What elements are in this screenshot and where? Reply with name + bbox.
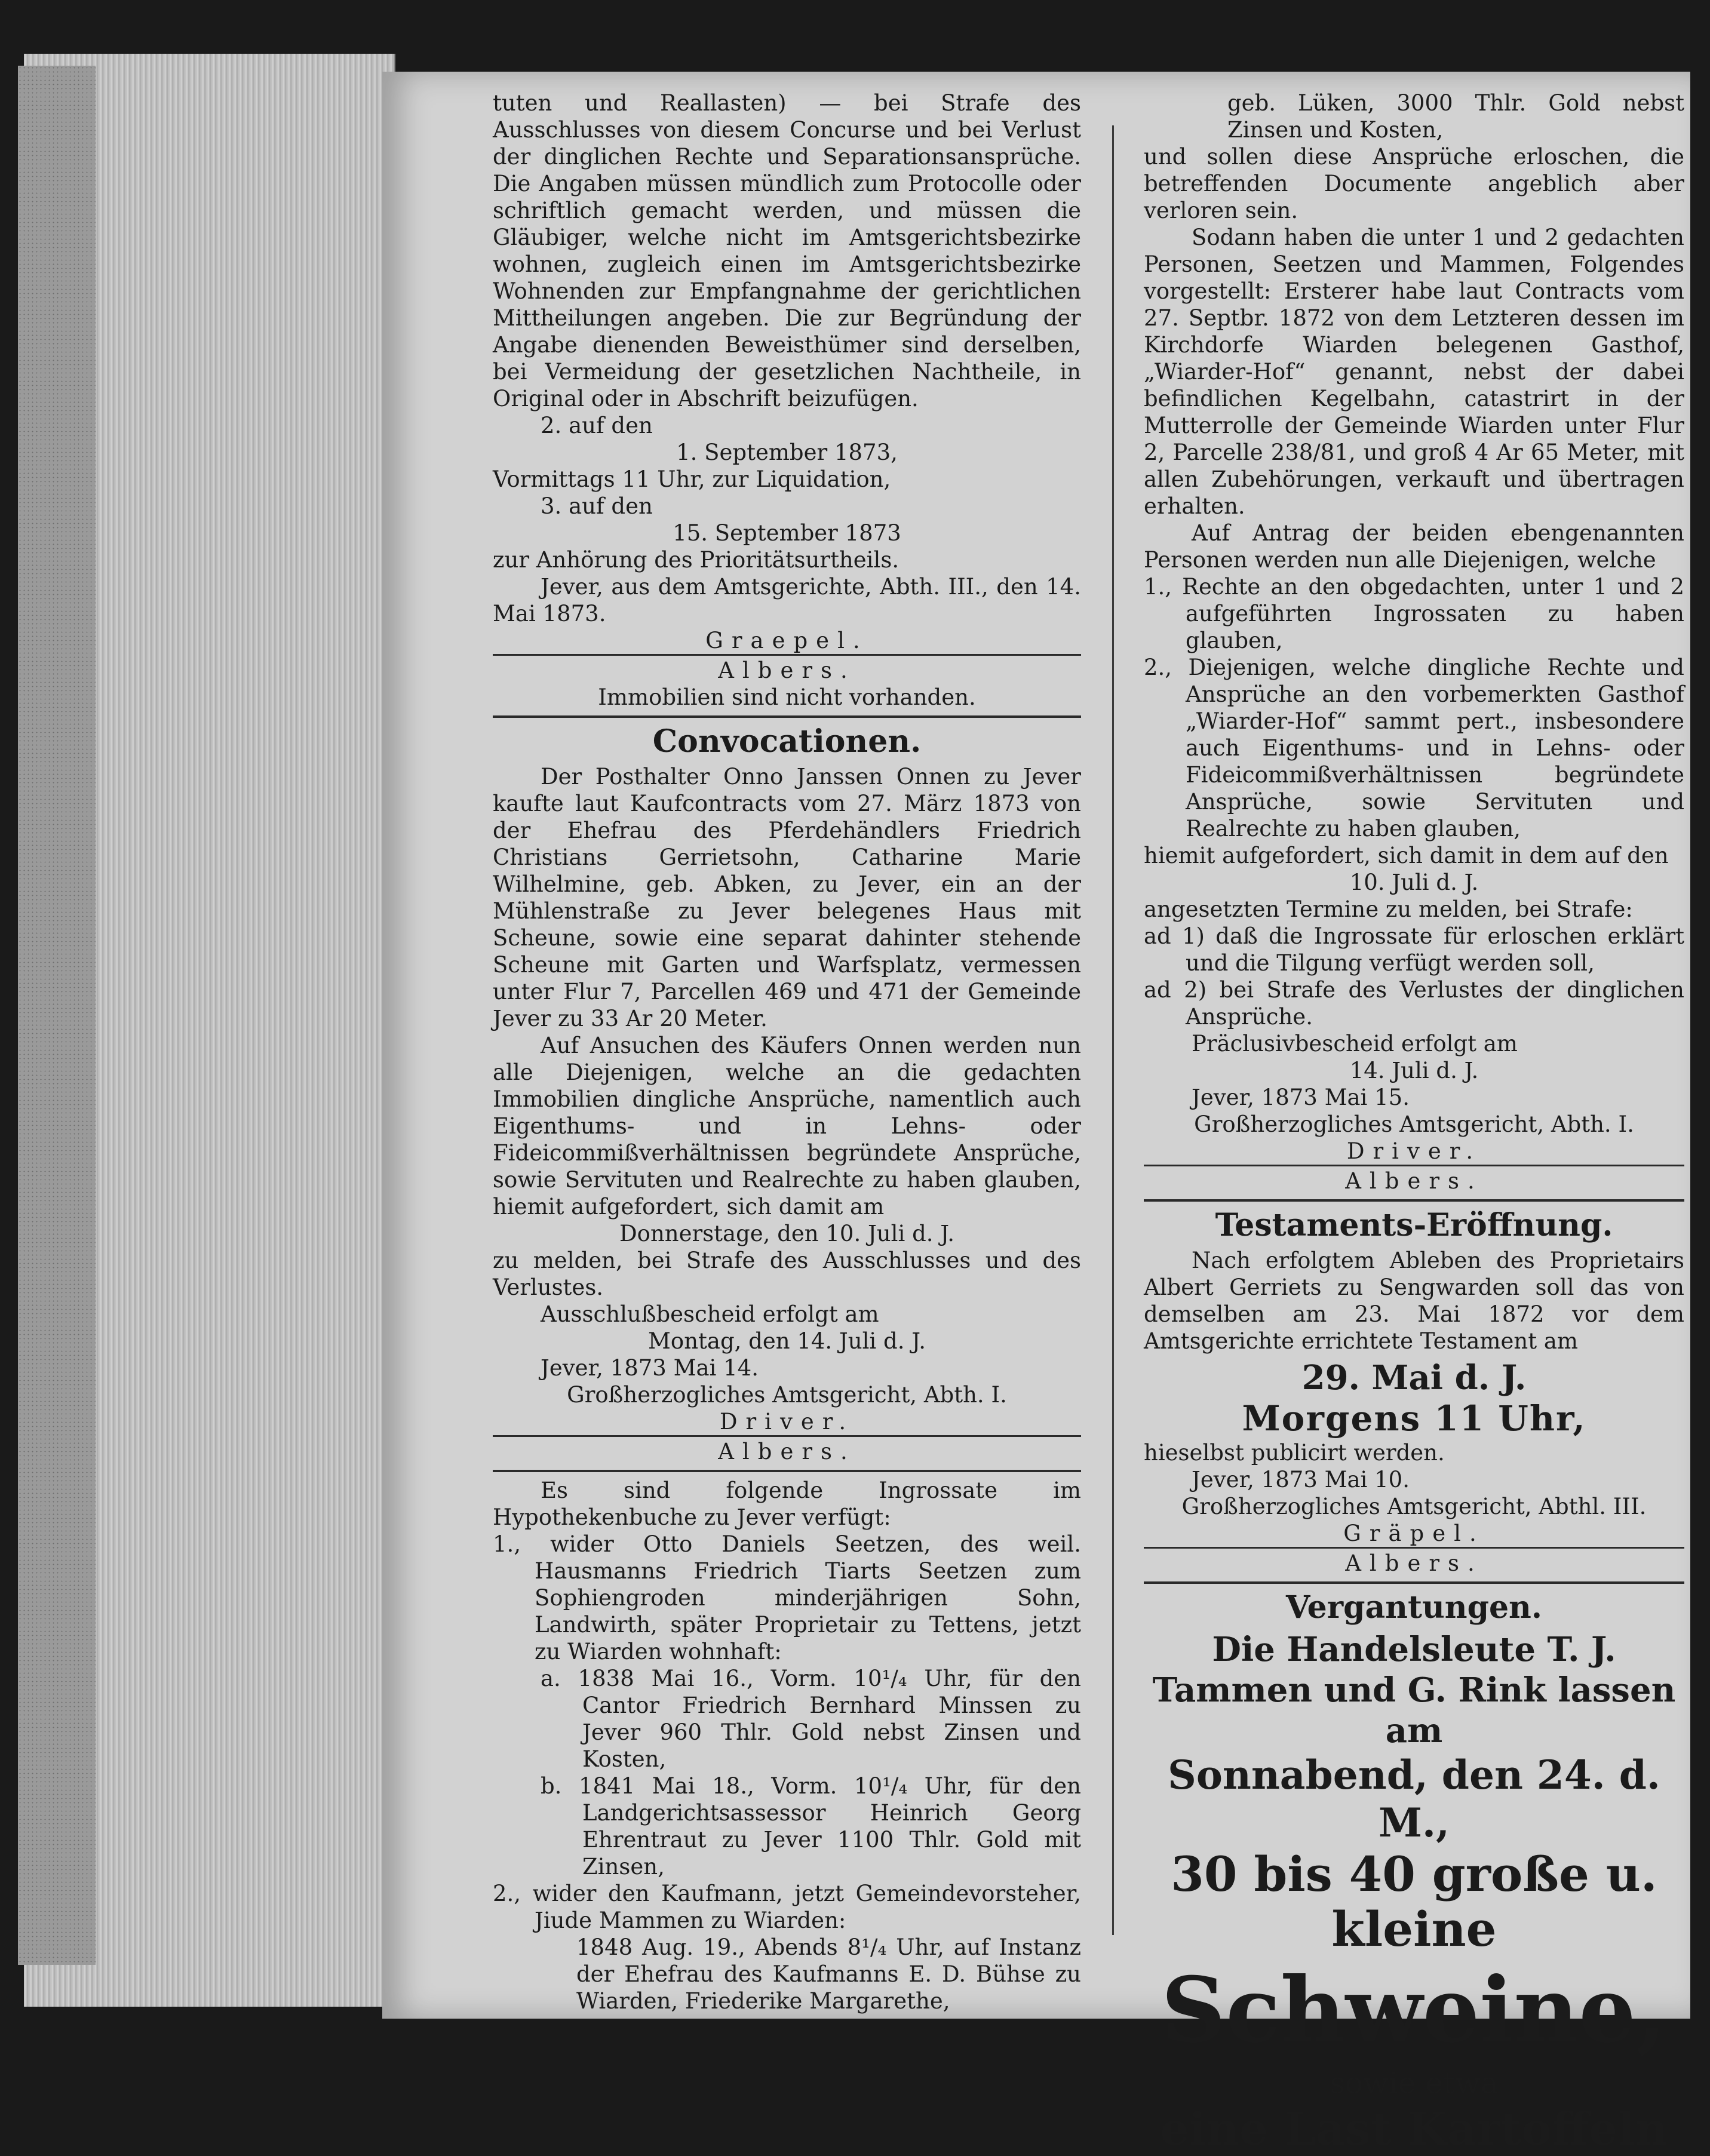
date-priority: 15. September 1873 [673,520,901,546]
time-liquidation: Vormittags 11 Uhr, zur Liquidation, [493,466,891,492]
testament-publication: hieselbst publicirt werden. [1144,1440,1445,1466]
convocation-paragraph-3: zu melden, bei Strafe des Ausschlusses und des Verlustes. [493,1248,1081,1300]
item-2: 2. auf den [541,413,653,438]
penalty-2: ad 2) bei Strafe des Verlustes der dinglichen Ansprüche. [1144,977,1684,1030]
rights-item-2: 2., Diejenigen, welche dingliche Rechte und Ansprüche an den vorbemerkten Gasthof „Wiarder-Hof“ sammt pert., insbesondere auch Eigenthums- und in Lehns- oder Fideicommißverhältnissen begründete Ansprüche, sowie Servituten und Realrechte zu haben glauben, [1144,655,1684,841]
heading-testament: Testaments-Eröffnung. [1215,1207,1613,1243]
immobilien-note: Immobilien sind nicht vorhanden. [598,684,976,710]
convocation-paragraph-2: Auf Ansuchen des Käufers Onnen werden nun alle Diejenigen, welche an die gedachten Immobilien dingliche Ansprüche, namentlich auch Eigenthums- und in Lehns- oder Fideicommißverhältnissen begründete Ansprüche, sowie Servituten und Realrechte zu haben glauben, hiemit aufgefordert, sich damit am [493,1033,1081,1220]
convocation-date: Donnerstage, den 10. Juli d. J. [619,1221,954,1246]
penalty-1: ad 1) daß die Ingrossate für erloschen erklärt und die Tilgung verfügt werden soll, [1144,923,1684,976]
ad-line-3: 30 bis 40 große u. kleine [1171,1846,1657,1957]
ingrossate-intro: Es sind folgende Ingrossate im Hypothekenbuche zu Jever verfügt: [493,1478,1081,1530]
item-3: 3. auf den [541,493,653,519]
purpose: zur Anhörung des Prioritätsurtheils. [493,547,899,573]
praeclusiv-date: 14. Juli d. J. [1349,1058,1479,1083]
convocation-place: Jever, 1873 Mai 14. [541,1355,759,1381]
place-date: Jever, aus dem Amtsgerichte, Abth. III., den 14. Mai 1873. [493,574,1081,626]
testament-date: 29. Mai d. J. [1301,1358,1527,1398]
continued-1: geb. Lüken, 3000 Thlr. Gold nebst Zinsen und Kosten, [1227,90,1684,143]
signature-albers: Albers. [493,654,1081,684]
signature-graepel-2: Gräpel. [1343,1521,1485,1546]
ad-line-4: Schweine, [1161,1958,1667,2063]
heading-convocationen: Convocationen. [652,723,922,760]
signature-driver: Driver. [719,1409,855,1435]
termin-date: 10. Juli d. J. [1349,870,1479,895]
ingrossate-item-1b: b. 1841 Mai 18., Vorm. 10¹/₄ Uhr, für den Landgerichtsassessor Heinrich Georg Ehrentraut zu Jever 1100 Thlr. Gold mit Zinsen, [541,1773,1081,1879]
signature-graepel: Graepel. [705,628,868,653]
rights-item-1: 1., Rechte an den obgedachten, unter 1 und 2 aufgeführten Ingrossaten zu haben glauben, [1144,574,1684,653]
ingrossate-item-1a: a. 1838 Mai 16., Vorm. 10¹/₄ Uhr, für den Cantor Friedrich Bernhard Minssen zu Jever 960 Thlr. Gold nebst Zinsen und Kosten, [541,1666,1081,1772]
testament-paragraph: Nach erfolgtem Ableben des Proprietairs Albert Gerriets zu Sengwarden soll das von demselben am 23. Mai 1872 vor dem Amtsgerichte errichtete Testament am [1144,1248,1684,1354]
ad-line-6: eine Last Kartoffeln [1160,2102,1668,2155]
signature-driver-2: Driver. [1346,1138,1482,1164]
testament-place: Jever, 1873 Mai 10. [1192,1467,1410,1492]
ad-line-5: sowie etwa [1330,2066,1499,2100]
ad-line-2: Sonnabend, den 24. d. M., [1168,1752,1660,1846]
testament-court: Großherzogliches Amtsgericht, Abthl. III. [1181,1494,1647,1519]
date-liquidation: 1. September 1873, [676,440,898,465]
concurs-intro: tuten und Reallasten) — bei Strafe des Ausschlusses von diesem Concurse und bei Verlust der dinglichen Rechte und Separationsansprüche. Die Angaben müssen mündlich zum Protocolle oder schriftlich gemacht werden, und müssen die Gläubiger, welche nicht im Amtsgerichtsbezirke wohnen, zugleich einen im Amtsgerichtsbezirke Wohnenden zur Empfangnahme der gerichtlichen Mittheilungen angeben. Die zur Begründung der Angabe dienenden Beweisthümer sind derselben, bei Vermeidung der gesetzlichen Nachtheile, in Original oder in Abschrift beizufügen. [493,90,1081,411]
section-rule-2 [493,1470,1081,1472]
section-rule-4 [1144,1581,1684,1584]
testament-time: Morgens 11 Uhr, [1242,1398,1586,1439]
book-cover-edge [18,66,96,1965]
convocation-result-date: Montag, den 14. Juli d. J. [648,1328,926,1354]
convocation-court: Großherzogliches Amtsgericht, Abth. I. [567,1382,1007,1408]
convocation-result: Ausschlußbescheid erfolgt am [541,1301,879,1327]
ingrossate-item-2-detail: 1848 Aug. 19., Abends 8¹/₄ Uhr, auf Instanz der Ehefrau des Kaufmanns E. D. Bühse zu Wiarden, Friederike Margarethe, [576,1934,1081,2014]
section-rule-3 [1144,1199,1684,1202]
signature-albers-2: Albers. [493,1435,1081,1465]
right-column [1144,90,1684,2156]
heading-vergantungen: Vergantungen. [1286,1589,1542,1626]
right-place: Jever, 1873 Mai 15. [1192,1085,1410,1110]
convocation-paragraph-1: Der Posthalter Onno Janssen Onnen zu Jever kaufte laut Kaufcontracts vom 27. März 1873 von der Ehefrau des Pferdehändlers Friedrich Christians Gerrietsohn, Catharine Marie Wilhelmine, geb. Abken, zu Jever, ein an der Mühlenstraße zu Jever belegenes Haus mit Scheune, sowie eine separat dahinter stehende Scheune mit Garten und Warfsplatz, vermessen unter Flur 7, Parcellen 469 und 471 der Gemeinde Jever zu 33 Ar 20 Meter. [493,764,1081,1031]
continued-2: und sollen diese Ansprüche erloschen, die betreffenden Documente angeblich aber verloren sein. [1144,144,1684,223]
column-divider [1112,125,1114,1935]
ingrossate-item-1: 1., wider Otto Daniels Seetzen, des weil. Hausmanns Friedrich Tiarts Seetzen zum Sophiengroden minderjährigen Sohn, Landwirth, später Proprietair zu Tettens, jetzt zu Wiarden wohnhaft: [493,1531,1081,1664]
continued-3: Sodann haben die unter 1 und 2 gedachten Personen, Seetzen und Mammen, Folgendes vorgestellt: Ersterer habe laut Contracts vom 27. Septbr. 1872 von dem Letzteren dessen im Kirchdorfe Wiarden belegenen Gasthof, „Wiarder-Hof“ genannt, nebst der dabei befindlichen Kegelbahn, catastrirt in der Mutterrolle der Gemeinde Wiarden unter Flur 2, Parcelle 238/81, und groß 4 Ar 65 Meter, mit allen Zubehörungen, verkauft und übertragen erhalten. [1144,225,1684,519]
left-column [493,90,1081,2014]
continued-4: Auf Antrag der beiden ebengenannten Personen werden nun alle Diejenigen, welche [1144,520,1684,573]
ingrossate-item-2: 2., wider den Kaufmann, jetzt Gemeindevorsteher, Jiude Mammen zu Wiarden: [493,1881,1081,1933]
signature-albers-3: Albers. [1144,1165,1684,1194]
signature-albers-4: Albers. [1144,1547,1684,1577]
continued-5: hiemit aufgefordert, sich damit in dem auf den [1144,843,1669,868]
continued-6: angesetzten Termine zu melden, bei Strafe: [1144,896,1633,922]
ad-line-1: Die Handelsleute T. J. Tammen und G. Rink lassen am [1152,1630,1676,1750]
section-rule [493,715,1081,718]
praeclusiv: Präclusivbescheid erfolgt am [1192,1031,1518,1056]
right-court: Großherzogliches Amtsgericht, Abth. I. [1194,1111,1634,1137]
